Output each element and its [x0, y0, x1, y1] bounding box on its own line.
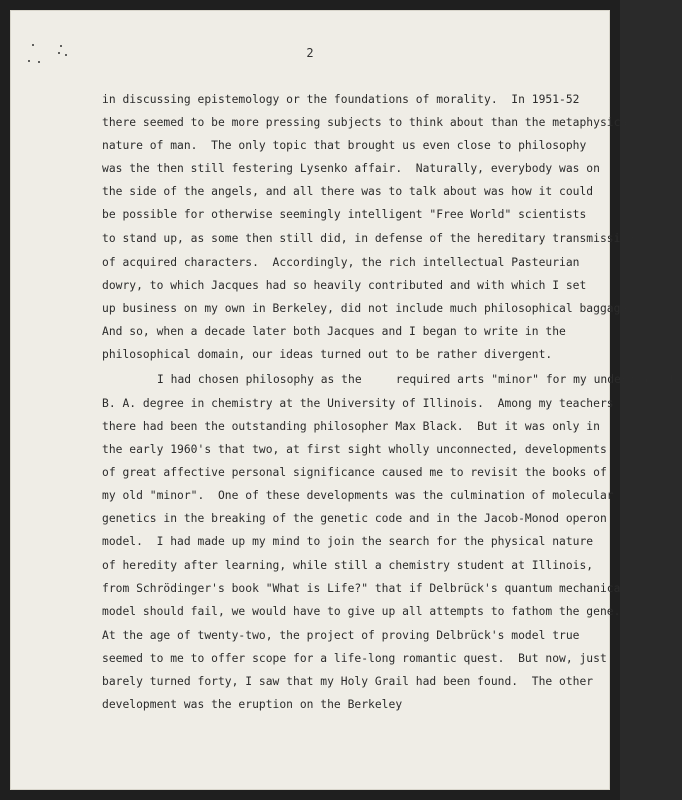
- text-line: barely turned forty, I saw that my Holy Grail had been found. The other: [102, 675, 594, 688]
- text-line: I had chosen philosophy as the required arts "minor" for my undergraduate: [157, 373, 682, 386]
- text-line: model. I had made up my mind to join the search for the physical nature: [102, 535, 594, 548]
- text-line: And so, when a decade later both Jacques and I began to write in the: [102, 325, 566, 338]
- text-line: nature of man. The only topic that brought us even close to philosophy: [102, 139, 587, 152]
- text-line: the early 1960's that two, at first sight wholly unconnected, developments: [102, 443, 607, 456]
- text-line: dowry, to which Jacques had so heavily contributed and with which I set: [102, 279, 587, 292]
- text-line: the side of the angels, and all there was to talk about was how it could: [102, 185, 594, 198]
- page-number: 2: [306, 46, 314, 60]
- text-line: seemed to me to offer scope for a life-long romantic quest. But now, just: [102, 652, 607, 665]
- text-line: there seemed to be more pressing subjects to think about than the metaphysical: [102, 116, 635, 129]
- text-line: there had been the outstanding philosopher Max Black. But it was only in: [102, 420, 600, 433]
- text-line: my old "minor". One of these developments was the culmination of molecular: [102, 489, 614, 502]
- text-line: from Schrödinger's book "What is Life?" that if Delbrück's quantum mechanical: [102, 582, 628, 595]
- text-line: to stand up, as some then still did, in defense of the hereditary transmission: [102, 232, 635, 245]
- text-line: model should fail, we would have to give up all attempts to fathom the gene.: [102, 605, 621, 618]
- text-line: philosophical domain, our ideas turned out to be rather divergent.: [102, 348, 553, 361]
- text-line: genetics in the breaking of the genetic code and in the Jacob-Monod operon: [102, 512, 607, 525]
- text-line: of acquired characters. Accordingly, the rich intellectual Pasteurian: [102, 256, 580, 269]
- text-line: of heredity after learning, while still a chemistry student at Illinois,: [102, 559, 594, 572]
- text-line: in discussing epistemology or the foundations of morality. In 1951-52: [102, 93, 580, 106]
- text-line: was the then still festering Lysenko affair. Naturally, everybody was on: [102, 162, 600, 175]
- text-line: up business on my own in Berkeley, did not include much philosophical baggage.: [102, 302, 635, 315]
- text-line: be possible for otherwise seemingly intelligent "Free World" scientists: [102, 208, 587, 221]
- text-line: of great affective personal significance caused me to revisit the books of: [102, 466, 607, 479]
- text-line: At the age of twenty-two, the project of proving Delbrück's model true: [102, 629, 580, 642]
- text-line: development was the eruption on the Berkeley: [102, 698, 403, 711]
- text-line: B. A. degree in chemistry at the University of Illinois. Among my teachers: [102, 397, 614, 410]
